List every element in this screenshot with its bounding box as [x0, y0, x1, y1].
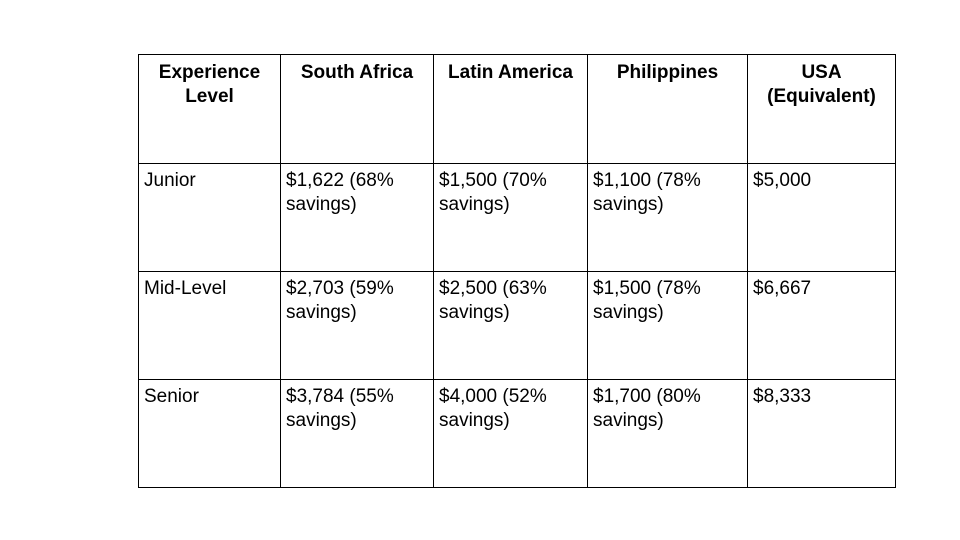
header-experience-level: Experience Level [139, 55, 281, 164]
cell-latin-america: $2,500 (63% savings) [434, 272, 588, 380]
cell-south-africa: $3,784 (55% savings) [281, 380, 434, 488]
salary-comparison-table [138, 54, 896, 488]
table-row-senior [139, 380, 896, 488]
table-row-junior [139, 164, 896, 272]
cell-level: Mid-Level [139, 272, 281, 380]
cell-south-africa: $2,703 (59% savings) [281, 272, 434, 380]
cell-level: Senior [139, 380, 281, 488]
cell-usa: $8,333 [748, 380, 896, 488]
cell-philippines: $1,700 (80% savings) [588, 380, 748, 488]
cell-level: Junior [139, 164, 281, 272]
header-latin-america: Latin America [434, 55, 588, 164]
cell-latin-america: $1,500 (70% savings) [434, 164, 588, 272]
cell-latin-america: $4,000 (52% savings) [434, 380, 588, 488]
header-philippines: Philippines [588, 55, 748, 164]
header-usa-equivalent: USA (Equivalent) [748, 55, 896, 164]
header-south-africa: South Africa [281, 55, 434, 164]
table-header-row [139, 55, 896, 164]
salary-comparison-table-container [138, 54, 896, 488]
cell-south-africa: $1,622 (68% savings) [281, 164, 434, 272]
table-row-mid-level [139, 272, 896, 380]
cell-philippines: $1,100 (78% savings) [588, 164, 748, 272]
cell-usa: $6,667 [748, 272, 896, 380]
cell-usa: $5,000 [748, 164, 896, 272]
cell-philippines: $1,500 (78% savings) [588, 272, 748, 380]
